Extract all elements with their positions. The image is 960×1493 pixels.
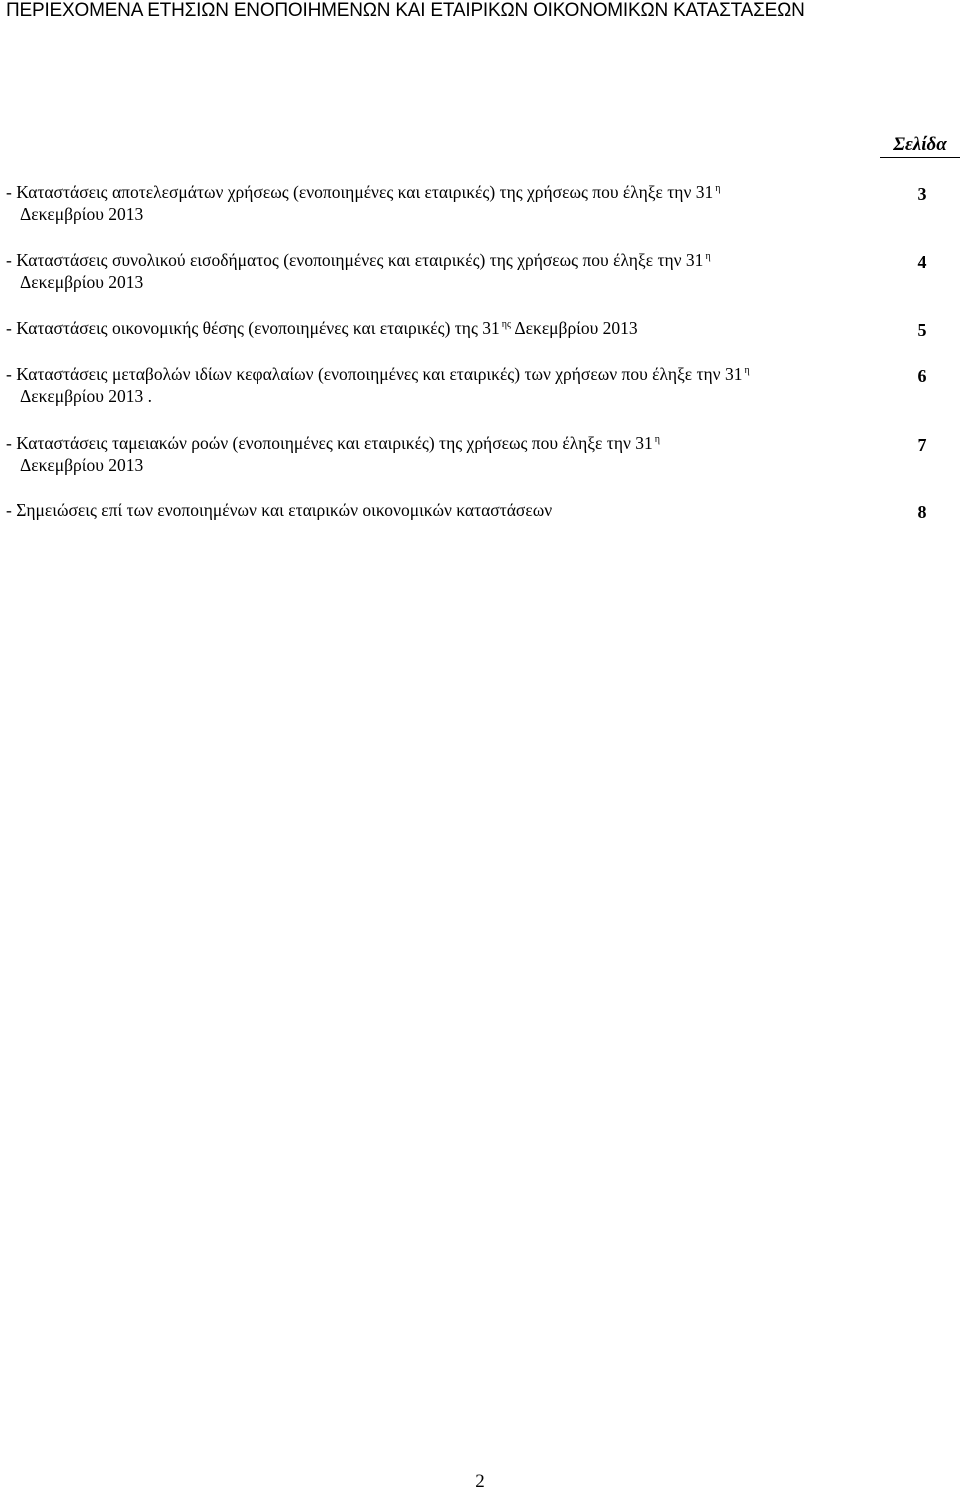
toc-entry-line2: Δεκεμβρίου 2013	[20, 204, 144, 224]
toc-entry-page: 5	[917, 320, 927, 340]
toc-entry-text	[6, 249, 711, 293]
toc-entry-line2: Δεκεμβρίου 2013	[20, 272, 144, 292]
toc-entry-line1: - Καταστάσεις οικονομικής θέσης (ενοποιημένες και εταιρικές) της 31	[6, 318, 500, 338]
toc-entry-text	[6, 317, 638, 339]
toc-entry-superscript: η	[654, 434, 660, 445]
toc-entry-line1-end: Δεκεμβρίου 2013	[510, 318, 638, 338]
toc-entry-text	[6, 499, 552, 521]
toc-entry-superscript: η	[715, 183, 721, 194]
toc-entry-line1: - Καταστάσεις μεταβολών ιδίων κεφαλαίων (ενοποιημένες και εταιρικές) των χρήσεων που έληξε την 31	[6, 364, 743, 384]
toc-entry-line1: - Καταστάσεις ταμειακών ροών (ενοποιημένες και εταιρικές) της χρήσεως που έληξε την 31	[6, 433, 653, 453]
toc-entry-text	[6, 181, 720, 225]
toc-entry-text	[6, 432, 660, 476]
page-number: 2	[475, 1471, 485, 1492]
toc-entry-superscript: ης	[501, 319, 511, 330]
toc-entry-line1: - Σημειώσεις επί των ενοποιημένων και εταιρικών οικονομικών καταστάσεων	[6, 500, 553, 520]
toc-entry-page: 4	[917, 252, 927, 272]
toc-entry-line2: Δεκεμβρίου 2013	[20, 455, 144, 475]
toc-entry-page: 7	[917, 435, 927, 455]
toc-entry-text	[6, 363, 750, 407]
page-column-header: Σελίδα	[880, 134, 960, 158]
document-title: ΠΕΡΙΕΧΟΜΕΝΑ ΕΤΗΣΙΩΝ ΕΝΟΠΟΙΗΜΕΝΩΝ ΚΑΙ ΕΤΑΙΡΙΚΩΝ ΟΙΚΟΝΟΜΙΚΩΝ ΚΑΤΑΣΤΑΣΕΩΝ	[6, 0, 805, 21]
toc-entry-page: 8	[917, 502, 927, 522]
toc-entry-page: 3	[917, 184, 927, 204]
toc-entry-line1: - Καταστάσεις αποτελεσμάτων χρήσεως (ενοποιημένες και εταιρικές) της χρήσεως που έληξε την 31	[6, 182, 714, 202]
toc-entry-line1: - Καταστάσεις συνολικού εισοδήματος (ενοποιημένες και εταιρικές) της χρήσεως που έληξε την 31	[6, 250, 704, 270]
toc-entry-superscript: η	[705, 251, 711, 262]
toc-entry-line2: Δεκεμβρίου 2013 .	[20, 386, 153, 406]
toc-entry-superscript: η	[744, 365, 750, 376]
toc-entry-page: 6	[917, 366, 927, 386]
